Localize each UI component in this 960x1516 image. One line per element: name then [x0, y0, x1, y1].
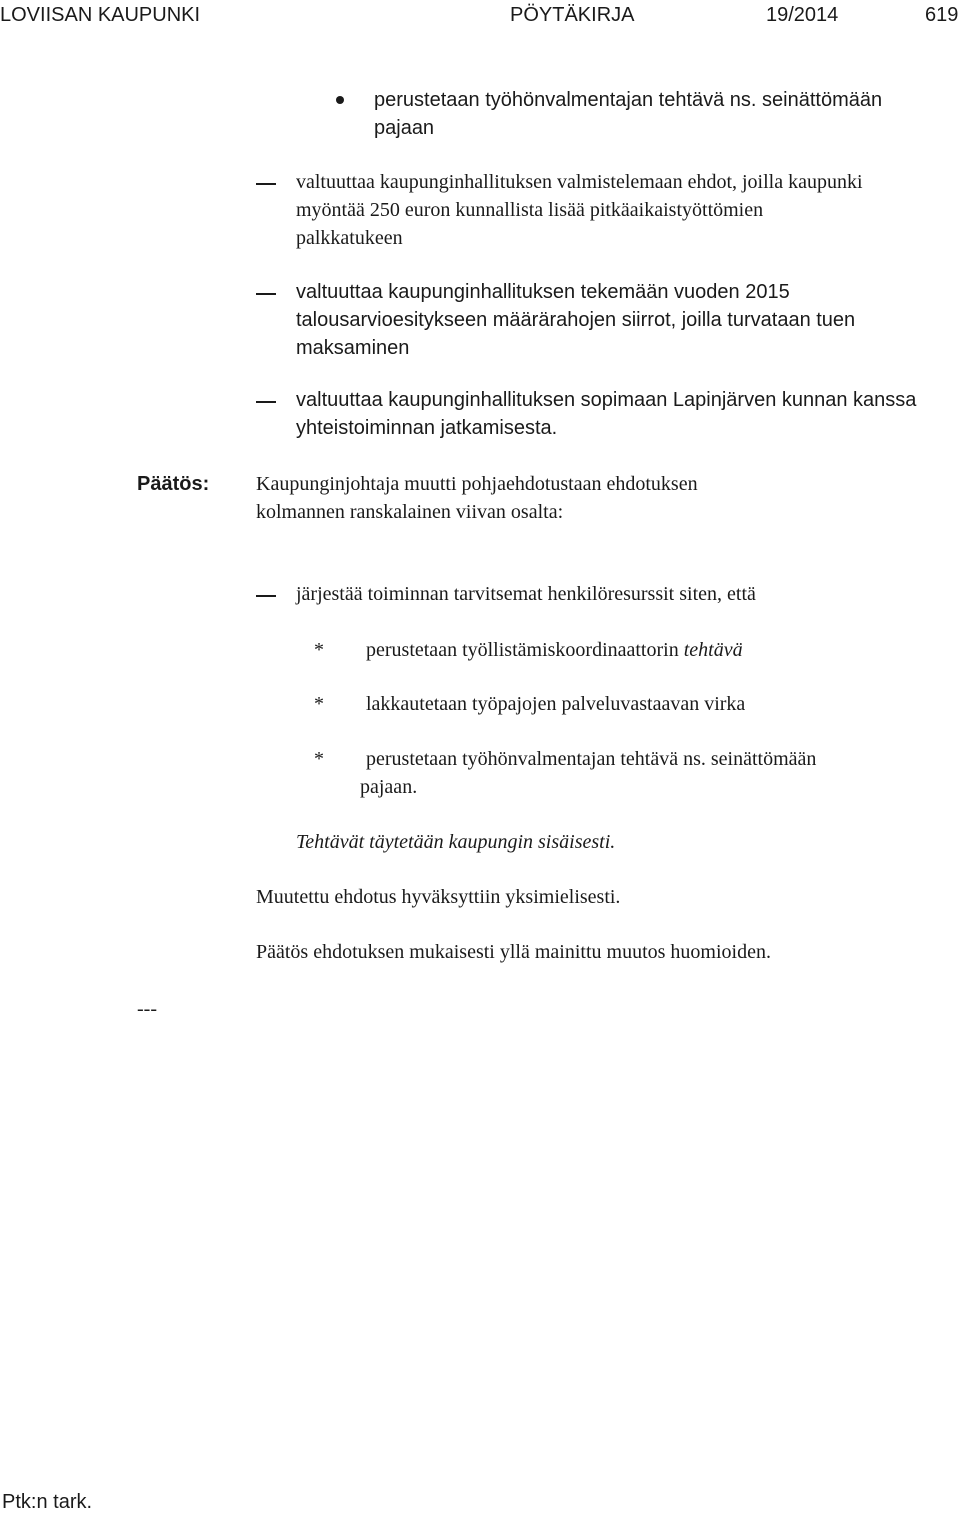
header-page-number: 619: [925, 4, 959, 26]
separator: ---: [137, 998, 157, 1020]
italic-note: Tehtävät täytetään kaupungin sisäisesti.: [296, 831, 616, 853]
dash-item-line: yhteistoiminnan jatkamisesta.: [296, 417, 558, 439]
dash-marker-icon: [256, 595, 276, 597]
header-doc-type: PÖYTÄKIRJA: [510, 4, 635, 26]
star-marker: *: [314, 639, 324, 661]
star-item-text: perustetaan työhönvalmentajan tehtävä ns. seinättömään: [366, 748, 817, 770]
decision-dash-text: järjestää toiminnan tarvitsemat henkilöresurssit siten, että: [296, 583, 756, 605]
dash-item-line: valtuuttaa kaupunginhallituksen tekemään vuoden 2015: [296, 281, 790, 303]
dash-marker-icon: [256, 401, 276, 403]
bullet-item-line: pajaan: [374, 117, 435, 139]
dash-item-line: talousarvioesitykseen määrärahojen siirrot, joilla turvataan tuen: [296, 309, 856, 331]
star-item-text: [366, 636, 743, 664]
bullet-dot-icon: [336, 96, 344, 104]
dash-item-line: myöntää 250 euron kunnallista lisää pitkäaikaistyöttömien: [296, 199, 764, 221]
footer-initials-label: Ptk:n tark.: [2, 1491, 93, 1513]
dash-marker-icon: [256, 293, 276, 295]
dash-marker-icon: [256, 183, 276, 185]
star-item-continuation: pajaan.: [360, 776, 418, 798]
star-item-text: lakkautetaan työpajojen palveluvastaavan virka: [366, 693, 746, 715]
header-doc-number: 19/2014: [766, 4, 839, 26]
dash-item-line: valtuuttaa kaupunginhallituksen valmistelemaan ehdot, joilla kaupunki: [296, 171, 863, 193]
star-marker: *: [314, 748, 324, 770]
dash-item-line: palkkatukeen: [296, 227, 403, 249]
decision-label: Päätös:: [137, 473, 210, 495]
final-statement: Päätös ehdotuksen mukaisesti yllä mainittu muutos huomioiden.: [256, 941, 771, 963]
star-marker: *: [314, 693, 324, 715]
approved-statement: Muutettu ehdotus hyväksyttiin yksimielisesti.: [256, 886, 621, 908]
dash-item-line: valtuuttaa kaupunginhallituksen sopimaan Lapinjärven kunnan kanssa: [296, 389, 917, 411]
dash-item-line: maksaminen: [296, 337, 410, 359]
decision-intro-line: Kaupunginjohtaja muutti pohjaehdotustaan ehdotuksen: [256, 473, 698, 495]
star-item-text-plain: perustetaan työllistämiskoordinaattorin: [366, 639, 684, 661]
bullet-item-line: perustetaan työhönvalmentajan tehtävä ns. seinättömään: [374, 89, 883, 111]
star-item-text-italic: tehtävä: [683, 639, 743, 661]
decision-intro-line: kolmannen ranskalainen viivan osalta:: [256, 501, 564, 523]
header-org: LOVIISAN KAUPUNKI: [0, 4, 201, 26]
